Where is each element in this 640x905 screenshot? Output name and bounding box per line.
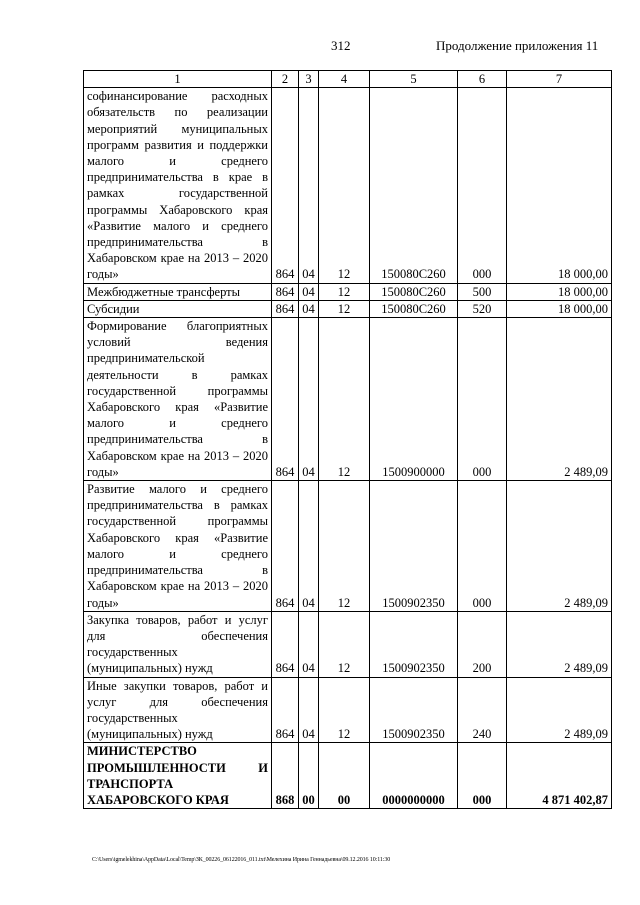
expense-type-code: 500 [458,283,507,300]
row-name: Иные закупки товаров, работ и услуг для обеспечения государственных (муниципальных) нужд [84,677,272,743]
ministry-code: 864 [272,481,299,612]
row-name: МИНИСТЕРСТВО ПРОМЫШЛЕННОСТИ И ТРАНСПОРТА ХАБАРОВСКОГО КРАЯ [84,743,272,809]
section-code: 04 [299,677,319,743]
subsection-code: 12 [319,611,370,677]
section-code: 04 [299,283,319,300]
subsection-code: 12 [319,677,370,743]
subsection-code: 12 [319,283,370,300]
section-code: 04 [299,481,319,612]
table-row [84,88,612,283]
ministry-code: 864 [272,611,299,677]
row-name: Закупка товаров, работ и услуг для обеспечения государственных (муниципальных) нужд [84,611,272,677]
section-code: 04 [299,300,319,317]
table-row [84,283,612,300]
expense-type-code: 000 [458,318,507,481]
target-article-code: 1500902350 [370,481,458,612]
expense-type-code: 520 [458,300,507,317]
amount: 4 871 402,87 [507,743,612,809]
target-article-code: 150080С260 [370,88,458,283]
amount: 2 489,09 [507,481,612,612]
row-name: Межбюджетные трансферты [84,283,272,300]
column-header-row [84,71,612,88]
table-row [84,481,612,612]
ministry-code: 864 [272,677,299,743]
amount: 2 489,09 [507,318,612,481]
section-code: 04 [299,318,319,481]
column-header: 7 [507,71,612,88]
row-name: софинансирование расходных обязательств по реализации мероприятий муниципальных программ развития и поддержки малого и среднего предпринимательства в крае в рамках государственной программы Хабаровского края «Развитие малого и среднего предпринимательства в Хабаровском крае на 2013 – 2020 годы» [84,88,272,283]
target-article-code: 0000000000 [370,743,458,809]
appendix-note: Продолжение приложения 11 [436,38,599,53]
subsection-code: 12 [319,88,370,283]
budget-table [83,70,612,809]
subsection-code: 12 [319,300,370,317]
section-code: 04 [299,88,319,283]
table-row [84,300,612,317]
ministry-code: 864 [272,283,299,300]
amount: 2 489,09 [507,611,612,677]
footer-file-path: C:\Users\igmelekhina\AppData\Local\Temp\ЗК_00226_06122016_011.txt\Мелехина Ирина Геннадьевна\09.12.2016 10:11:30 [92,857,391,863]
target-article-code: 150080С260 [370,283,458,300]
row-name: Развитие малого и среднего предпринимательства в рамках государственной программы Хабаровского края «Развитие малого и среднего предпринимательства в Хабаровском крае на 2013 – 2020 годы» [84,481,272,612]
ministry-code: 864 [272,318,299,481]
expense-type-code: 000 [458,743,507,809]
expense-type-code: 000 [458,88,507,283]
column-header: 6 [458,71,507,88]
column-header: 2 [272,71,299,88]
section-code: 00 [299,743,319,809]
table-row [84,611,612,677]
target-article-code: 1500902350 [370,677,458,743]
table-row [84,318,612,481]
ministry-code: 864 [272,300,299,317]
row-name: Формирование благоприятных условий ведения предпринимательской деятельности в рамках государственной программы Хабаровского края «Развитие малого и среднего предпринимательства в Хабаровском крае на 2013 – 2020 годы» [84,318,272,481]
column-header: 1 [84,71,272,88]
target-article-code: 1500900000 [370,318,458,481]
subsection-code: 00 [319,743,370,809]
subsection-code: 12 [319,481,370,612]
ministry-code: 864 [272,88,299,283]
table-row [84,743,612,809]
ministry-code: 868 [272,743,299,809]
amount: 18 000,00 [507,283,612,300]
target-article-code: 150080С260 [370,300,458,317]
column-header: 3 [299,71,319,88]
expense-type-code: 240 [458,677,507,743]
subsection-code: 12 [319,318,370,481]
section-code: 04 [299,611,319,677]
amount: 18 000,00 [507,88,612,283]
column-header: 4 [319,71,370,88]
column-header: 5 [370,71,458,88]
amount: 18 000,00 [507,300,612,317]
amount: 2 489,09 [507,677,612,743]
expense-type-code: 000 [458,481,507,612]
page-number: 312 [331,38,351,53]
row-name: Субсидии [84,300,272,317]
target-article-code: 1500902350 [370,611,458,677]
table-row [84,677,612,743]
expense-type-code: 200 [458,611,507,677]
